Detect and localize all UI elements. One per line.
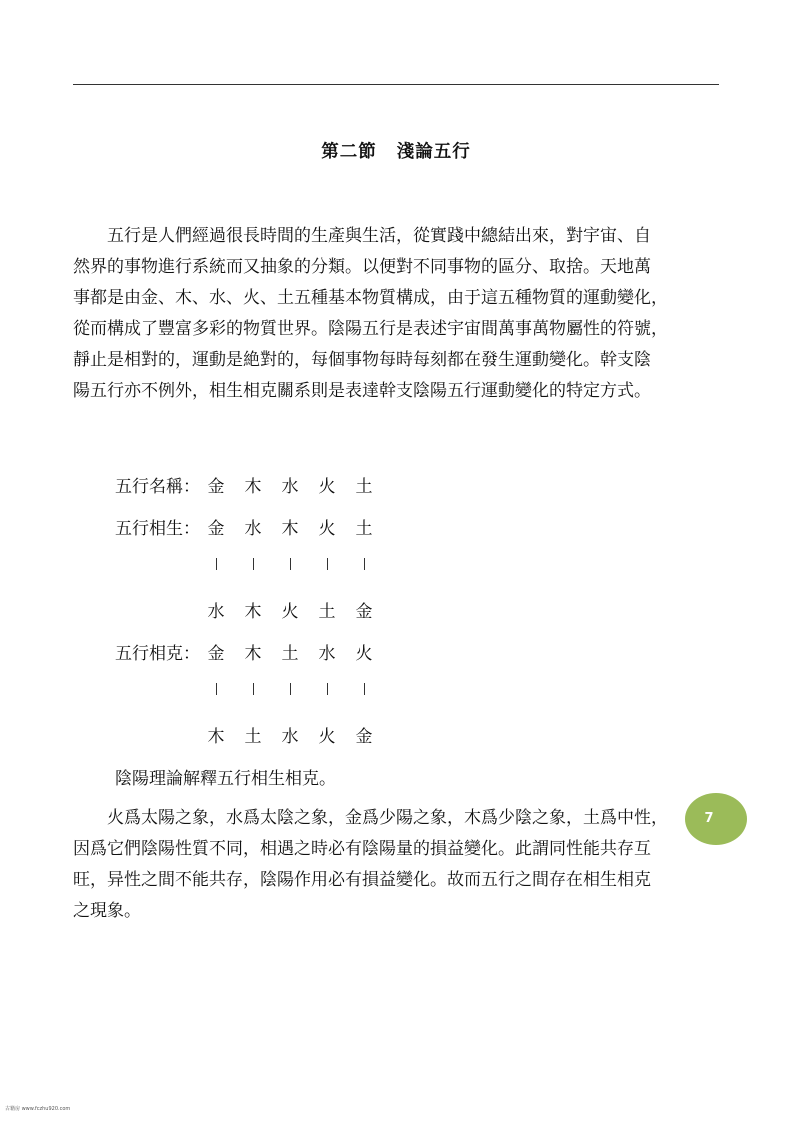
- yin-yang-note: 陰陽理論解釋五行相生相克。: [115, 769, 336, 789]
- element-cell: 土: [355, 477, 373, 497]
- element-cell: 火: [318, 477, 336, 497]
- page-number: 7: [704, 810, 714, 826]
- connector-line: [290, 558, 291, 570]
- element-cell: 水: [318, 644, 336, 664]
- text-line: 陽五行亦不例外，相生相克關系則是表達幹支陰陽五行運動變化的特定方式。: [73, 381, 651, 401]
- text-line: 之現象。: [73, 901, 141, 921]
- connector-line: [253, 558, 254, 570]
- connector-line: [364, 558, 365, 570]
- element-cell: 金: [355, 602, 373, 622]
- text-line: 然界的事物進行系統而又抽象的分類。以便對不同事物的區分、取捨。天地萬: [73, 257, 651, 277]
- explanation-paragraph: [73, 803, 721, 927]
- names-label: 五行名稱：: [115, 477, 200, 497]
- text-line: 火爲太陽之象，水爲太陰之象，金爲少陽之象，木爲少陰之象，土爲中性，: [73, 808, 668, 828]
- element-cell: 金: [207, 644, 225, 664]
- connector-line: [327, 683, 328, 695]
- control-label: 五行相克：: [115, 644, 200, 664]
- element-cell: 火: [318, 519, 336, 539]
- element-cell: 金: [207, 519, 225, 539]
- element-cell: 金: [355, 727, 373, 747]
- element-cell: 水: [281, 727, 299, 747]
- generation-label: 五行相生：: [115, 519, 200, 539]
- section-title: [0, 138, 792, 163]
- text-line: 因爲它們陰陽性質不同，相遇之時必有陰陽量的損益變化。此謂同性能共存互: [73, 839, 651, 859]
- element-cell: 火: [318, 727, 336, 747]
- text-line: 旺，异性之間不能共存，陰陽作用必有損益變化。故而五行之間存在相生相克: [73, 870, 651, 890]
- element-cell: 水: [281, 477, 299, 497]
- header-rule: [73, 84, 719, 85]
- section-topic: 淺論五行: [396, 142, 471, 162]
- element-cell: 火: [281, 602, 299, 622]
- connector-line: [364, 683, 365, 695]
- element-cell: 金: [207, 477, 225, 497]
- connector-line: [253, 683, 254, 695]
- connector-line: [216, 558, 217, 570]
- element-cell: 水: [244, 519, 262, 539]
- element-cell: 火: [355, 644, 373, 664]
- element-cell: 土: [281, 644, 299, 664]
- element-cell: 土: [244, 727, 262, 747]
- connector-line: [327, 558, 328, 570]
- element-cell: 木: [207, 727, 225, 747]
- connector-line: [290, 683, 291, 695]
- intro-paragraph: [73, 221, 721, 407]
- section-number: 第二節: [321, 142, 377, 162]
- text-line: 靜止是相對的，運動是絶對的，每個事物每時每刻都在發生運動變化。幹支陰: [73, 350, 651, 370]
- element-cell: 土: [355, 519, 373, 539]
- footer-watermark: 古籍房 www.fczhu920.com: [5, 1106, 71, 1112]
- element-cell: 木: [244, 477, 262, 497]
- element-cell: 土: [318, 602, 336, 622]
- text-line: 事都是由金、木、水、火、土五種基本物質構成，由于這五種物質的運動變化，: [73, 288, 668, 308]
- element-cell: 木: [244, 644, 262, 664]
- text-line: 從而構成了豐富多彩的物質世界。陰陽五行是表述宇宙間萬事萬物屬性的符號，: [73, 319, 668, 339]
- page-number-badge: [685, 793, 747, 845]
- element-cell: 木: [244, 602, 262, 622]
- text-line: 五行是人們經過很長時間的生產與生活，從實踐中總結出來，對宇宙、自: [73, 226, 651, 246]
- element-cell: 水: [207, 602, 225, 622]
- connector-line: [216, 683, 217, 695]
- element-cell: 木: [281, 519, 299, 539]
